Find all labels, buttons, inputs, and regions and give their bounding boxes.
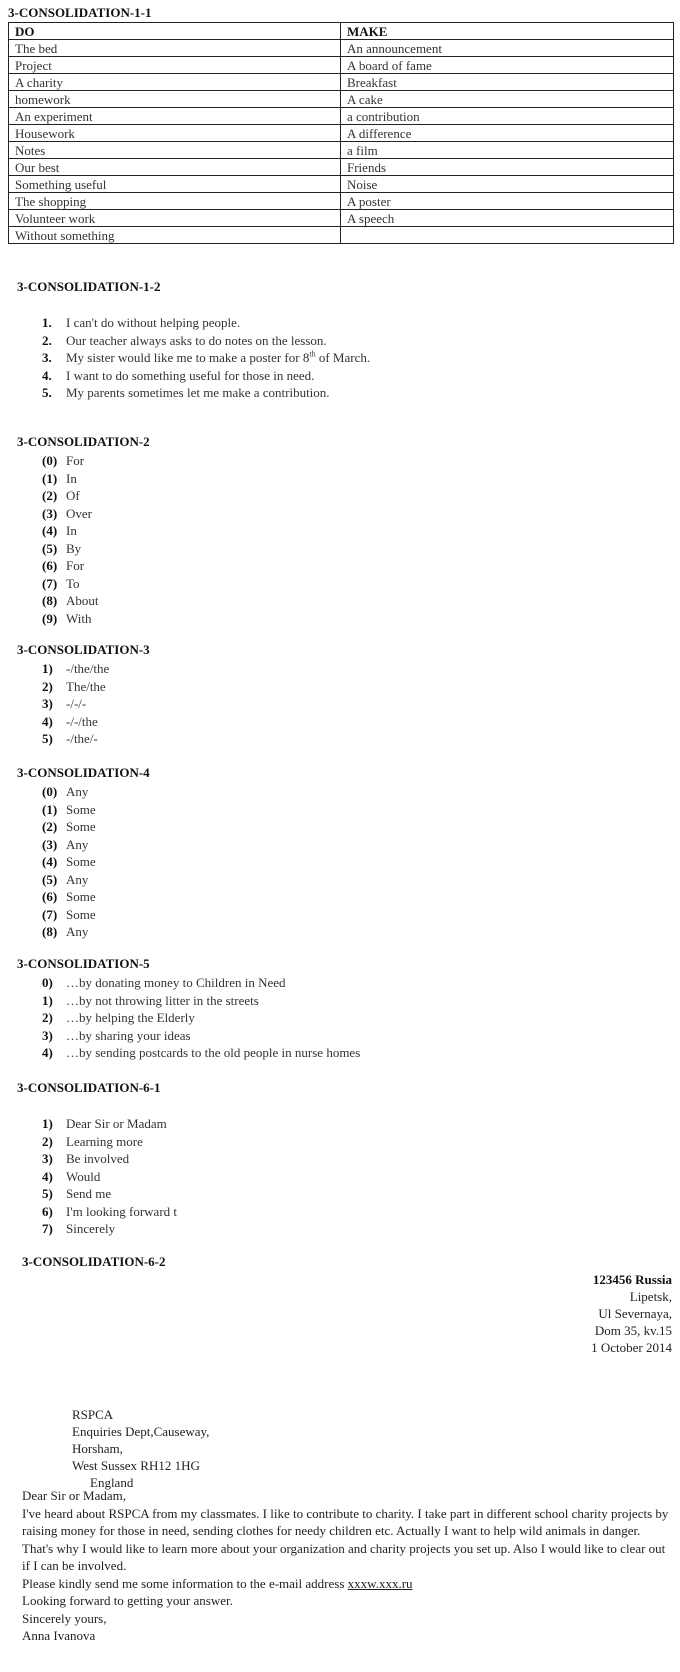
- list-item: [42, 888, 96, 906]
- letter-greeting: Dear Sir or Madam,: [22, 1488, 126, 1503]
- do-make-table: [8, 22, 674, 244]
- item-text: Any: [66, 924, 89, 939]
- table-row: [9, 210, 674, 227]
- item-number: (6): [42, 558, 58, 573]
- make-cell: A difference: [341, 125, 674, 142]
- sender-city: Lipetsk,: [629, 1289, 672, 1304]
- list-item: [42, 730, 109, 748]
- item-number: 3): [42, 1151, 53, 1166]
- section-2-title: 3-CONSOLIDATION-2: [17, 434, 150, 449]
- section-3-list: [42, 660, 109, 748]
- recipient-name: RSPCA: [72, 1407, 114, 1422]
- item-number: (5): [42, 540, 58, 556]
- table-row: [9, 125, 674, 142]
- item-text: Some: [66, 819, 96, 834]
- item-number: (8): [42, 593, 58, 608]
- item-number: (1): [42, 470, 58, 486]
- section-2-list: [42, 452, 99, 627]
- make-cell: Breakfast: [341, 74, 674, 91]
- item-number: 4): [42, 1045, 53, 1060]
- item-text: By: [66, 540, 82, 556]
- table-row: [9, 159, 674, 176]
- list-item: [42, 522, 99, 540]
- section-6-2-title: 3-CONSOLIDATION-6-2: [22, 1254, 166, 1269]
- list-item: [42, 678, 109, 696]
- sender-house: Dom 35, kv.15: [594, 1323, 672, 1338]
- letter-date: 1 October 2014: [591, 1340, 672, 1355]
- make-cell: a film: [341, 142, 674, 159]
- item-number: 2): [42, 1133, 53, 1149]
- item-number: (9): [42, 610, 58, 626]
- make-cell: Friends: [341, 159, 674, 176]
- item-number: 0): [42, 975, 53, 990]
- item-text: The/the: [66, 678, 106, 694]
- item-number: 6): [42, 1203, 53, 1219]
- item-text: Any: [66, 871, 89, 887]
- letter-closing-line: Looking forward to getting your answer.: [22, 1593, 233, 1608]
- section-4-list: [42, 783, 96, 941]
- recipient-town: Horsham,: [72, 1441, 123, 1456]
- item-number: (7): [42, 575, 58, 591]
- letter-sign-off: Sincerely yours,: [22, 1610, 107, 1626]
- item-text: Learning more: [66, 1133, 143, 1149]
- item-text: …by sharing your ideas: [66, 1027, 191, 1043]
- item-number: 4): [42, 1168, 53, 1184]
- letter-paragraph: I've heard about RSPCA from my classmates. I like to contribute to charity. I take part in different school charity projects by raising money for those in need, sending clothes for needy children etc. Actually I want to help wild animals in danger. That's why I would like to learn more about your organization and charity projects you set up. Also I would like to clear out if I can be involved.: [22, 1505, 669, 1573]
- item-number: 5): [42, 1186, 53, 1201]
- do-cell: Notes: [9, 142, 341, 159]
- item-text: …by donating money to Children in Need: [66, 975, 286, 990]
- item-text: -/-/the: [66, 713, 98, 729]
- item-number: (7): [42, 906, 58, 922]
- list-item: [42, 1150, 177, 1168]
- list-item: [42, 314, 370, 332]
- do-cell: A charity: [9, 74, 341, 91]
- list-item: [42, 1168, 177, 1186]
- item-text: I can't do without helping people.: [66, 315, 241, 330]
- section-1-2-title: 3-CONSOLIDATION-1-2: [17, 279, 161, 294]
- section-4-title: 3-CONSOLIDATION-4: [17, 765, 150, 780]
- item-text: With: [66, 610, 92, 626]
- recipient-dept: Enquiries Dept,Causeway,: [72, 1424, 210, 1439]
- list-item: [42, 610, 99, 628]
- item-text: For: [66, 453, 85, 468]
- item-number: (5): [42, 871, 58, 887]
- section-6-1-list: [42, 1115, 177, 1238]
- item-number: 3): [42, 1027, 53, 1043]
- item-text: My sister would like me to make a poster for 8: [66, 350, 310, 365]
- list-item: [42, 592, 99, 610]
- item-number: 1.: [42, 315, 52, 330]
- list-item: [42, 1133, 177, 1151]
- table-row: [9, 91, 674, 108]
- item-text: Over: [66, 505, 92, 521]
- item-number: (6): [42, 889, 58, 904]
- item-text: …by sending postcards to the old people in nurse homes: [66, 1045, 361, 1060]
- item-number: (2): [42, 488, 58, 503]
- make-cell: [341, 227, 674, 244]
- list-item: [42, 974, 360, 992]
- item-number: (0): [42, 453, 58, 468]
- letter-body: [22, 1487, 672, 1645]
- list-item: [42, 713, 109, 731]
- list-item: [42, 1203, 177, 1221]
- table-row: [9, 57, 674, 74]
- make-cell: A poster: [341, 193, 674, 210]
- item-number: 1): [42, 661, 53, 676]
- do-cell: Project: [9, 57, 341, 74]
- list-item: [42, 660, 109, 678]
- item-number: (4): [42, 854, 58, 869]
- section-1-2-list: [42, 314, 370, 402]
- item-number: (2): [42, 819, 58, 834]
- item-number: (4): [42, 523, 58, 538]
- make-column-header: MAKE: [341, 23, 674, 40]
- item-number: 4.: [42, 367, 52, 383]
- item-text: Send me: [66, 1186, 112, 1201]
- item-text: …by helping the Elderly: [66, 1010, 195, 1025]
- item-text: About: [66, 593, 99, 608]
- make-cell: Noise: [341, 176, 674, 193]
- table-row: [9, 74, 674, 91]
- list-item: [42, 853, 96, 871]
- do-cell: homework: [9, 91, 341, 108]
- list-item: [42, 836, 96, 854]
- sender-street: Ul Severnaya,: [598, 1306, 672, 1321]
- list-item: [42, 505, 99, 523]
- list-item: [42, 1220, 177, 1238]
- list-item: [42, 384, 370, 402]
- list-item: [42, 871, 96, 889]
- item-text: Dear Sir or Madam: [66, 1116, 167, 1131]
- list-item: [42, 783, 96, 801]
- list-item: [42, 695, 109, 713]
- item-text: I want to do something useful for those in need.: [66, 367, 315, 383]
- item-text: -/the/-: [66, 731, 98, 746]
- item-text: Some: [66, 801, 96, 817]
- list-item: [42, 1009, 360, 1027]
- sender-address: [591, 1271, 672, 1356]
- list-item: [42, 923, 96, 941]
- do-cell: The bed: [9, 40, 341, 57]
- list-item: [42, 801, 96, 819]
- recipient-county: West Sussex RH12 1HG: [72, 1458, 200, 1473]
- item-text: In: [66, 470, 77, 486]
- letter-request: [22, 1575, 672, 1593]
- list-item: [42, 906, 96, 924]
- item-number: 2.: [42, 332, 52, 348]
- item-number: (3): [42, 505, 58, 521]
- item-text: I'm looking forward t: [66, 1203, 178, 1219]
- item-text: Of: [66, 488, 80, 503]
- list-item: [42, 367, 370, 385]
- table-row: [9, 108, 674, 125]
- do-cell: Housework: [9, 125, 341, 142]
- table-row: [9, 142, 674, 159]
- list-item: [42, 1185, 177, 1203]
- email-link[interactable]: xxxw.xxx.ru: [347, 1575, 413, 1591]
- list-item: [42, 540, 99, 558]
- make-cell: A board of fame: [341, 57, 674, 74]
- table-row: [9, 227, 674, 244]
- list-item: [42, 1044, 360, 1062]
- item-number: 4): [42, 713, 53, 729]
- item-text: Any: [66, 836, 89, 852]
- make-cell: An announcement: [341, 40, 674, 57]
- request-text: Please kindly send me some information to the e-mail address: [22, 1575, 348, 1591]
- list-item: [42, 487, 99, 505]
- ordinal-suffix: th: [309, 349, 316, 359]
- item-number: 3.: [42, 350, 52, 365]
- item-number: 1): [42, 992, 53, 1008]
- list-item: [42, 575, 99, 593]
- item-text-tail: of March.: [315, 350, 371, 365]
- item-text: -/the/the: [66, 661, 110, 676]
- item-number: (3): [42, 836, 58, 852]
- list-item: [42, 470, 99, 488]
- recipient-country: England: [90, 1475, 134, 1490]
- table-header-row: [9, 23, 674, 40]
- list-item: [42, 1027, 360, 1045]
- item-number: 2): [42, 678, 53, 694]
- list-item: [42, 349, 370, 367]
- item-number: (1): [42, 801, 58, 817]
- section-3-title: 3-CONSOLIDATION-3: [17, 642, 150, 657]
- do-cell: Something useful: [9, 176, 341, 193]
- section-5-list: [42, 974, 360, 1062]
- letter-signature: Anna Ivanova: [22, 1628, 96, 1643]
- item-text: Some: [66, 906, 96, 922]
- item-text: Be involved: [66, 1151, 130, 1166]
- item-number: 3): [42, 696, 53, 711]
- item-text: For: [66, 558, 85, 573]
- item-number: 7): [42, 1221, 53, 1236]
- item-number: 1): [42, 1116, 53, 1131]
- section-1-1-title: 3-CONSOLIDATION-1-1: [8, 5, 152, 20]
- recipient-address: [72, 1406, 209, 1491]
- list-item: [42, 557, 99, 575]
- do-cell: Volunteer work: [9, 210, 341, 227]
- list-item: [42, 992, 360, 1010]
- item-number: (8): [42, 924, 58, 939]
- item-text: My parents sometimes let me make a contribution.: [66, 385, 330, 400]
- do-cell: An experiment: [9, 108, 341, 125]
- item-number: 2): [42, 1010, 53, 1025]
- do-column-header: DO: [9, 23, 341, 40]
- do-cell: Our best: [9, 159, 341, 176]
- item-number: 5.: [42, 385, 52, 400]
- section-6-1-title: 3-CONSOLIDATION-6-1: [17, 1080, 161, 1095]
- sender-postcode-country: 123456 Russia: [592, 1272, 672, 1287]
- item-text: To: [66, 575, 80, 591]
- list-item: [42, 452, 99, 470]
- make-cell: A speech: [341, 210, 674, 227]
- item-text: Some: [66, 854, 96, 869]
- table-row: [9, 193, 674, 210]
- item-number: 5): [42, 731, 53, 746]
- list-item: [42, 1115, 177, 1133]
- make-cell: A cake: [341, 91, 674, 108]
- do-cell: The shopping: [9, 193, 341, 210]
- list-item: [42, 332, 370, 350]
- table-row: [9, 176, 674, 193]
- item-number: (0): [42, 784, 58, 799]
- list-item: [42, 818, 96, 836]
- table-row: [9, 40, 674, 57]
- make-cell: a contribution: [341, 108, 674, 125]
- item-text: Some: [66, 889, 96, 904]
- item-text: In: [66, 523, 77, 538]
- section-5-title: 3-CONSOLIDATION-5: [17, 956, 150, 971]
- item-text: …by not throwing litter in the streets: [66, 992, 259, 1008]
- item-text: Our teacher always asks to do notes on the lesson.: [66, 332, 327, 348]
- item-text: Would: [66, 1168, 101, 1184]
- item-text: Any: [66, 784, 89, 799]
- item-text: -/-/-: [66, 696, 87, 711]
- do-cell: Without something: [9, 227, 341, 244]
- item-text: Sincerely: [66, 1221, 116, 1236]
